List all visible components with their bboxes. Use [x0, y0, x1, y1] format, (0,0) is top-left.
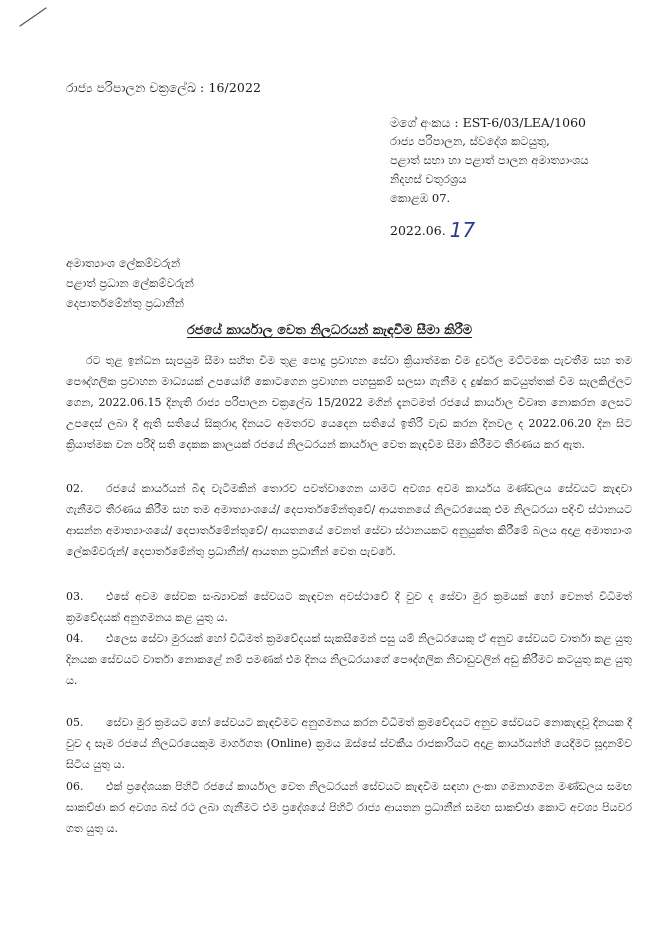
handwritten-tick-mark	[18, 6, 48, 28]
paragraph-text: එසේ අවම සේවක සංඛ්‍යාවක් සේවයට කැඳවන අවස්ථාවේ දී වුව ද සේවා මුර ක්‍රමයක් හෝ වෙනත් විධිමත් ක්‍රමවේදයක් අනුගමනය කළ යුතු ය.	[66, 590, 632, 624]
subject-text: රජයේ කාර්යාල වෙත නිලධරයන් කැඳවීම සීමා කිරීම	[186, 323, 473, 338]
recipient-line: දෙපාර්තමේන්තු ප්‍රධානීන්	[66, 296, 184, 310]
recipients-block	[66, 253, 194, 313]
paragraph-text: සේවා මුර ක්‍රමයට හෝ සේවයට කැඳවීමට අනුගමනය කරන විධිමත් ක්‍රමවේදයට අනුව සේවයට නොකැඳවූ දිනයක දී වුව ද සෑම රජයේ නිලධරයෙකුම මාර්ගගත (Online) ක්‍රමය ඔස්සේ ස්වකීය රාජකාරියට අදාළ කාර්යයන්හි යෙදීමට සූදානම්ව සිටිය යුතු ය.	[66, 716, 632, 771]
paragraph-text: එලෙස සේවා මුරයක් හෝ විධිමත් ක්‍රමවේදයක් සැකසීමෙන් පසු යම් නිලධරයෙකු ඒ අනුව සේවයට වාර්තා කළ යුතු දිනයක සේවයට වාර්තා නොකළේ නම් පමණක් එම දිනය නිලධරයාගේ පෞද්ගලික නිවාඩුවලින් අඩු කිරීමට කටයුතු කළ යුතු ය.	[66, 632, 632, 687]
date-handwritten-day: 17	[449, 218, 476, 242]
document-date	[390, 216, 475, 240]
paragraph-number: 04.	[66, 632, 84, 645]
paragraph-text: රජයේ කාර්යයන් බිඳ වැටීමකින් තොරව පවත්වාගෙන යාමට අවශ්‍ය අවම කාර්යය මණ්ඩලය සේවයට කැඳවා ගැනීමට තීරණය කිරීම සහ තම අමාත්‍යාංශයේ/ දෙපාර්තමේන්තුවේ/ ආයතනයේ නිලධරයෙකු එම නිලධරයා පදිංචි ස්ථානයට ආසන්න අමාත්‍යාංශයේ/ දෙපාර්තමේන්තුවේ/ ආයතනයේ වෙනත් සේවා ස්ථානයකට අනුයුක්ත කිරීමේ බලය අදාළ අමාත්‍යාංශ ලේකම්වරුන්/ දෙපාර්තමේන්තු ප්‍රධානීන්/ ආයතන ප්‍රධානීන් වෙත පැවරේ.	[66, 482, 632, 558]
reference-number: මගේ අංකය : EST-6/03/LEA/1060	[390, 115, 586, 130]
address-line: රාජ්‍ය පරිපාලන, ස්වදේශ කටයුතු,	[390, 134, 550, 148]
paragraph-03	[66, 586, 632, 628]
paragraph-number: 05.	[66, 716, 84, 729]
paragraph-number: 06.	[66, 780, 84, 793]
document-subject	[0, 323, 659, 338]
circular-reference: රාජ්‍ය පරිපාලන චක්‍රලේඛ : 16/2022	[66, 80, 262, 95]
paragraph-04	[66, 628, 632, 691]
date-printed: 2022.06.	[390, 223, 446, 238]
address-line: කොළඹ 07.	[390, 191, 451, 205]
paragraph-number: 03.	[66, 590, 84, 603]
paragraph-number: 02.	[66, 482, 84, 495]
recipient-line: අමාත්‍යාංශ ලේකම්වරුන්	[66, 256, 181, 270]
address-line: නිදහස් චතුරශ්‍රය	[390, 172, 467, 186]
recipient-line: පළාත් ප්‍රධාන ලේකම්වරුන්	[66, 276, 194, 290]
paragraph-02	[66, 478, 632, 562]
paragraph-05	[66, 712, 632, 775]
paragraph-01	[66, 350, 632, 455]
sender-address-block	[390, 113, 650, 208]
paragraph-text: රට තුළ ඉන්ධන සැපයුම සීමා සහිත වීම තුළ පොදු ප්‍රවාහන සේවා ක්‍රියාත්මක වීම දුර්වල මට්ටමක පැවතීම සහ තම පෞද්ගලික ප්‍රවාහන මාධ්‍යයක් උපයෝගී කොටගෙන ප්‍රවාහන පහසුකම් සලසා ගැනීම ද දුෂ්කර කටයුත්තක් වීම සැලකිල්ලට ගෙන, 2022.06.15 දිනැති රාජ්‍ය පරිපාලන චක්‍රලේඛ 15/2022 මගින් දැනටමත් රජයේ කාර්යාල විවෘත නොකරන ලෙසට උපදෙස් ලබා දී ඇති සතියේ සිකුරාදා දිනයට අමතරව යෙදෙන සතියේ ඉතිරි වැඩ කරන දිනවල ද 2022.06.20 දින සිට ක්‍රියාත්මක වන පරිදි සති දෙකක කාලයක් රජයේ නිලධරයන් කාර්යාල වෙත කැඳවීම සීමා කිරීමට තීරණය කර ඇත.	[66, 354, 632, 451]
address-line: පළාත් සභා හා පළාත් පාලන අමාත්‍යාංශය	[390, 153, 589, 167]
paragraph-06	[66, 776, 632, 839]
paragraph-text: එක් ප්‍රදේශයක පිහිටි රජයේ කාර්යාල වෙත නිලධරයන් සේවයට කැඳවීම සඳහා ලංකා ගමනාගමන මණ්ඩලය සමඟ සාකච්ඡා කර අවශ්‍ය බස් රථ ලබා ගැනීමට එම ප්‍රදේශයේ පිහිටි රාජ්‍ය ආයතන ප්‍රධානීන් සමඟ සාකච්ඡා කොට අවශ්‍ය පියවර ගත යුතු ය.	[66, 780, 632, 835]
